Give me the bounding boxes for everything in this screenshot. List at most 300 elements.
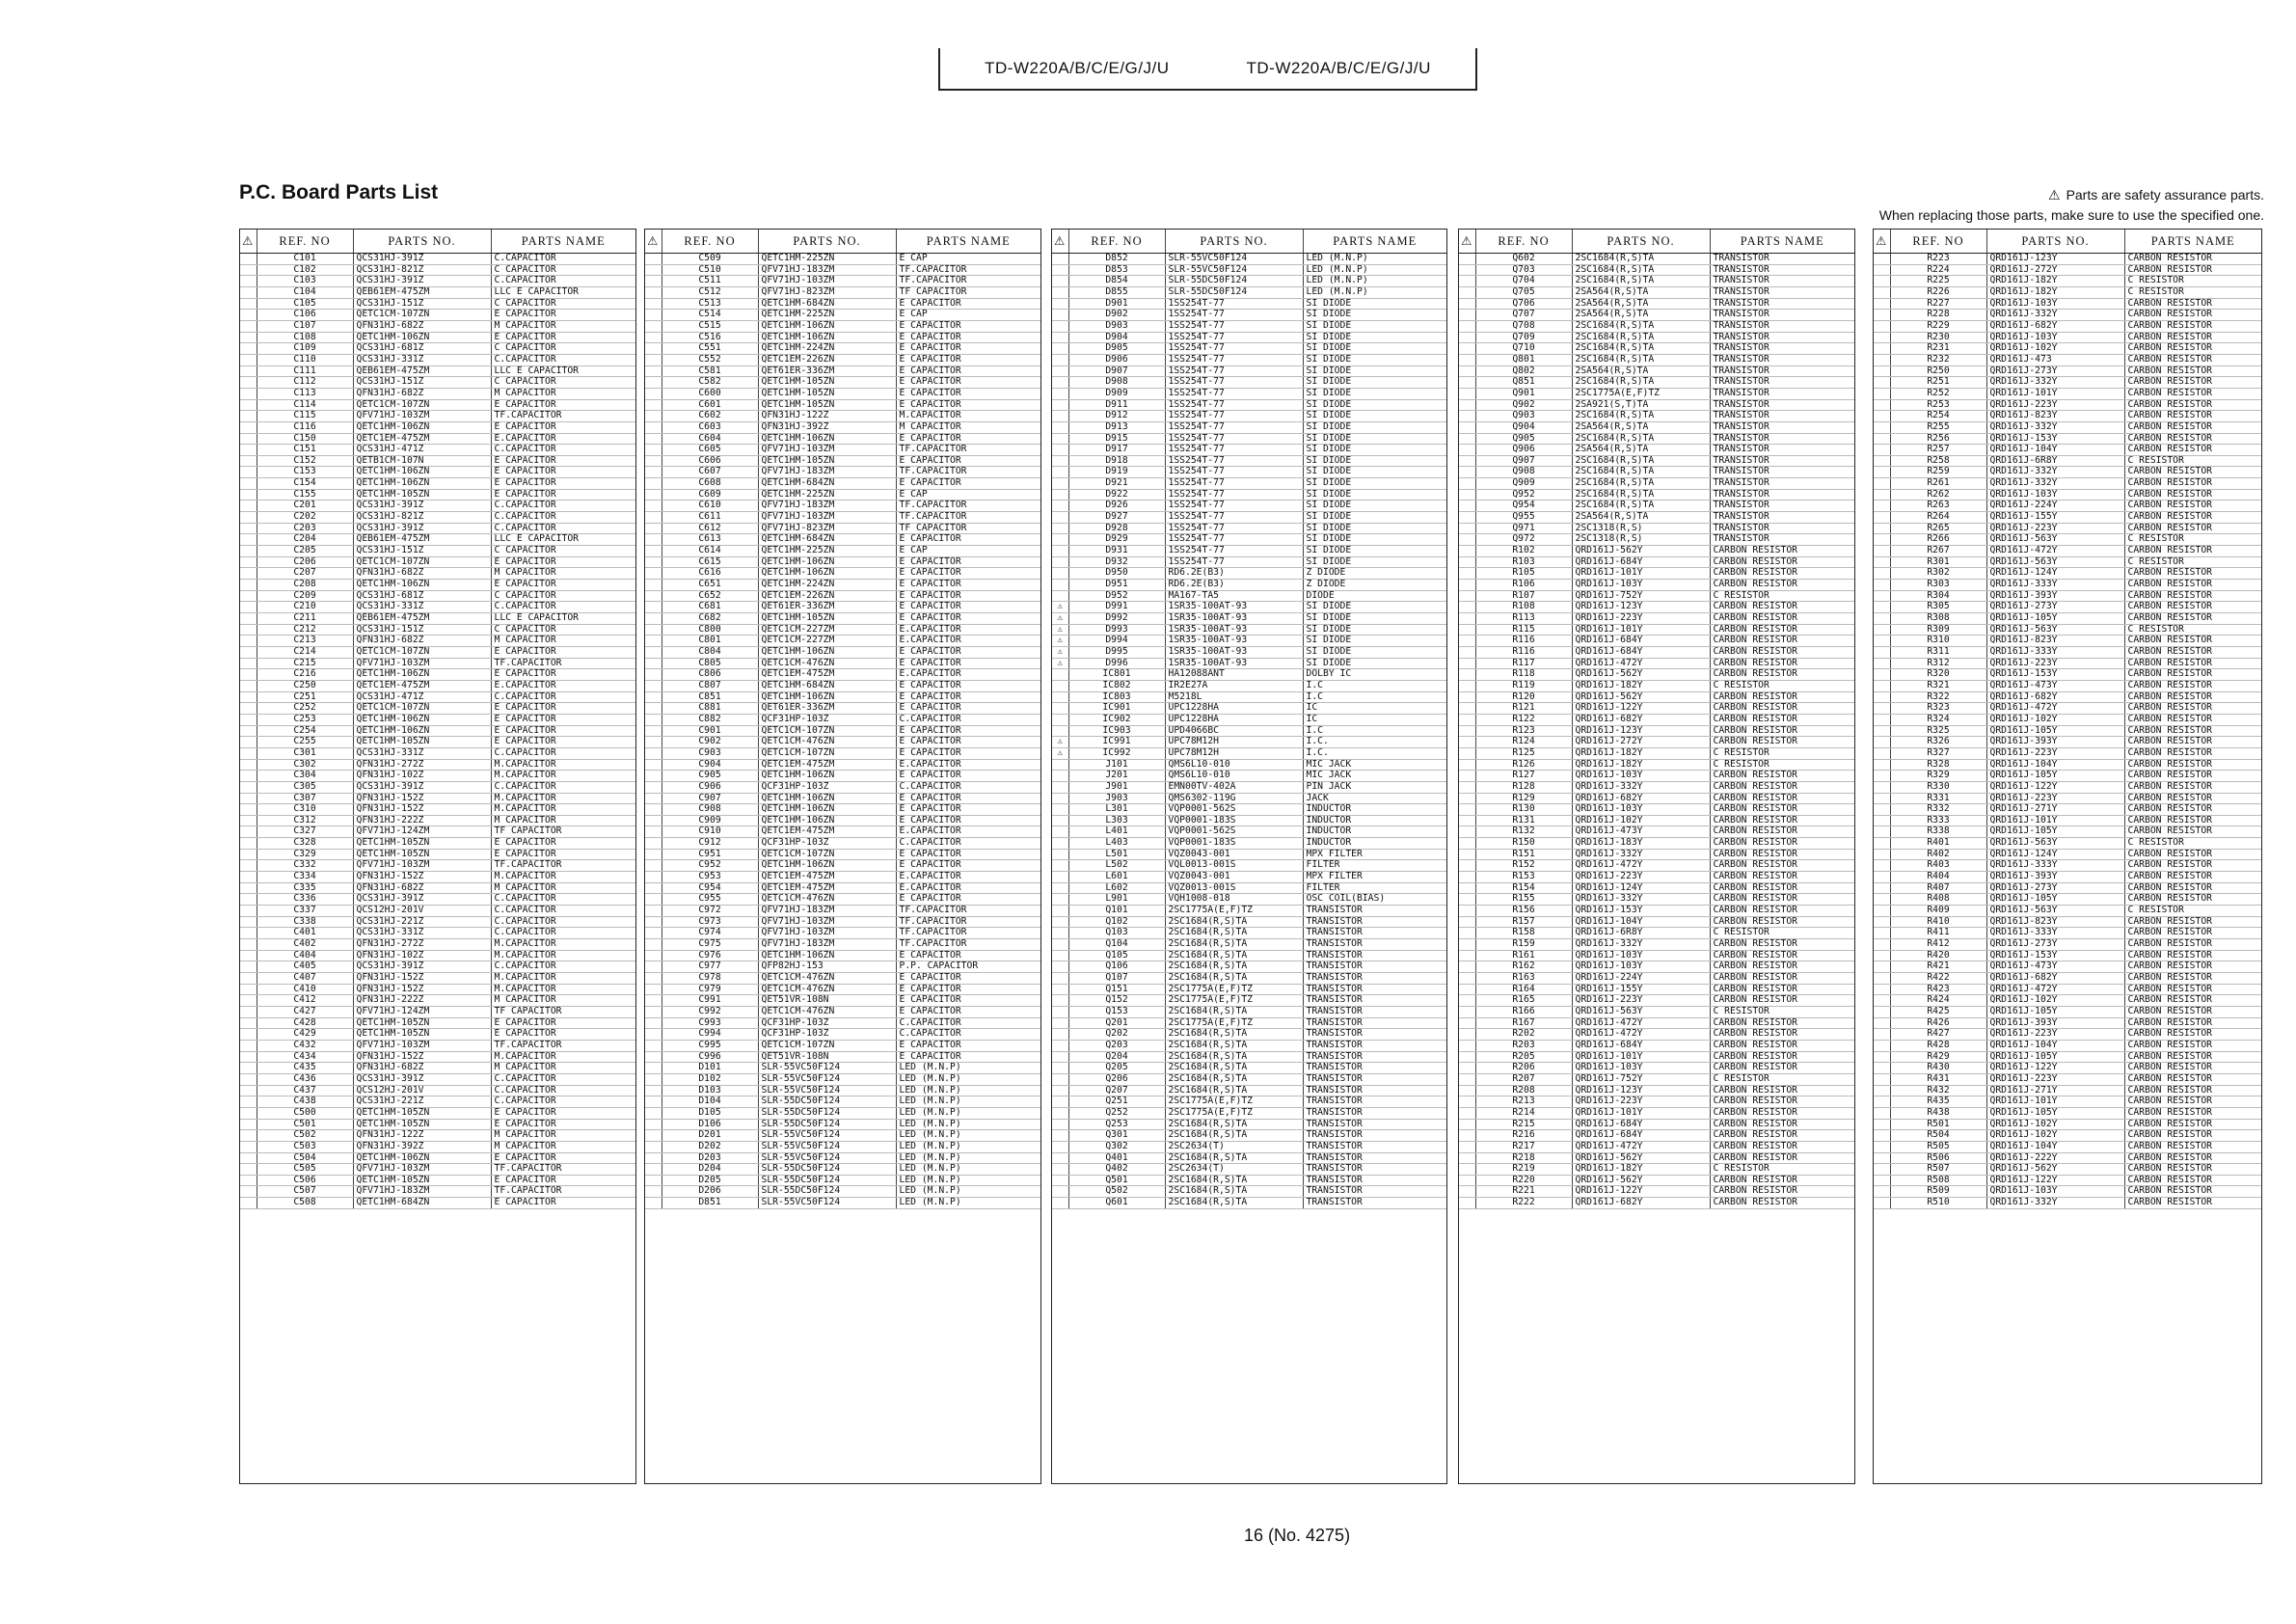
safety-mark-cell [1874,793,1890,804]
safety-mark-cell [1874,747,1890,759]
table-row [240,973,635,985]
ref-no-cell: D902 [1068,310,1165,321]
table-row [1874,467,2261,478]
parts-name-cell: CARBON RESISTOR [2124,916,2261,928]
table-row [645,984,1040,995]
ref-no-cell: R161 [1475,950,1572,961]
table-row [645,534,1040,546]
safety-mark-cell [645,455,662,467]
parts-no-cell: QFV71HJ-823ZM [758,286,896,298]
ref-no-cell: D931 [1068,546,1165,557]
parts-name-cell: M.CAPACITOR [896,411,1040,422]
table-row [1459,714,1854,725]
parts-no-cell: QRD161J-182Y [1572,747,1710,759]
parts-no-cell: QETC1CM-476ZN [758,984,896,995]
table-row [1052,320,1446,332]
safety-mark-cell [1052,882,1068,894]
safety-mark-cell [240,1119,257,1130]
parts-no-cell: QETC1CM-107ZN [758,725,896,737]
ref-no-cell: C307 [257,793,353,804]
parts-no-cell: QRD161J-224Y [1572,973,1710,985]
safety-mark-cell [1874,995,1890,1007]
ref-no-cell: C972 [662,906,758,917]
ref-no-cell: D106 [662,1119,758,1130]
parts-no-cell: 2SC1775A(E,F)TZ [1165,984,1303,995]
ref-no-cell: R309 [1890,624,1986,636]
safety-mark-cell [1459,298,1475,310]
parts-name-cell: CARBON RESISTOR [2124,365,2261,377]
table-row [240,669,635,681]
table-row [645,556,1040,568]
parts-name-cell: CARBON RESISTOR [2124,478,2261,490]
safety-mark-cell [645,646,662,658]
ref-no-cell: R338 [1890,826,1986,838]
ref-no-cell: R312 [1890,658,1986,669]
table-row [645,343,1040,355]
parts-no-cell: 2SC1318(R,S) [1572,534,1710,546]
parts-no-cell: EMN00TV-402A [1165,781,1303,793]
ref-no-cell: D994 [1068,636,1165,647]
parts-no-cell: QRD161J-223Y [1572,995,1710,1007]
safety-mark-cell [240,298,257,310]
table-row [1874,906,2261,917]
parts-name-cell: TRANSISTOR [1710,310,1854,321]
parts-no-cell: QRD161J-332Y [1572,894,1710,906]
table-row [1459,1006,1854,1017]
parts-name-cell: CARBON RESISTOR [1710,568,1854,580]
ref-no-cell: R164 [1475,984,1572,995]
safety-mark-cell [645,590,662,602]
parts-no-cell: QCS31HJ-151Z [353,546,491,557]
table-row [240,546,635,557]
ref-no-cell: C977 [662,961,758,973]
parts-no-cell: QETC1HM-105ZN [353,737,491,748]
parts-no-cell: QCS31HJ-471Z [353,691,491,703]
parts-name-cell: CARBON RESISTOR [2124,590,2261,602]
safety-mark-cell [645,421,662,433]
parts-name-cell: TRANSISTOR [1303,1141,1446,1152]
safety-mark-cell [1052,534,1068,546]
safety-mark-cell [1874,365,1890,377]
ref-no-cell: R428 [1890,1040,1986,1051]
parts-name-cell: C.CAPACITOR [491,1096,635,1108]
parts-name-cell: C.CAPACITOR [491,747,635,759]
safety-mark-cell [1459,860,1475,872]
parts-no-cell: QRD161J-105Y [1986,1006,2124,1017]
parts-name-cell: CARBON RESISTOR [2124,1051,2261,1063]
parts-no-cell: 2SC1684(R,S)TA [1572,433,1710,445]
ref-no-cell: C616 [662,568,758,580]
parts-name-cell: E CAPACITOR [896,556,1040,568]
safety-mark-cell [645,1164,662,1176]
safety-mark-cell [1052,759,1068,771]
table-row [645,804,1040,816]
ref-no-cell: D903 [1068,320,1165,332]
ref-no-cell: R130 [1475,804,1572,816]
safety-mark-cell [1052,590,1068,602]
parts-no-cell: QETC1HM-106ZN [353,580,491,591]
safety-mark-cell [645,1186,662,1198]
parts-name-cell: C CAPACITOR [491,590,635,602]
parts-no-cell: QFN31HJ-152Z [353,872,491,883]
safety-mark-cell [645,1198,662,1209]
parts-name-cell: I.C. [1303,747,1446,759]
parts-name-cell: TRANSISTOR [1710,512,1854,524]
table-row [645,737,1040,748]
table-row [240,1198,635,1209]
parts-name-cell: CARBON RESISTOR [1710,1017,1854,1029]
parts-no-cell: 1SS254T-77 [1165,523,1303,534]
ref-no-cell: C976 [662,950,758,961]
table-row [1874,388,2261,399]
header-safety-mark: ⚠ [645,230,662,254]
ref-no-cell: R301 [1890,556,1986,568]
table-row [240,1152,635,1164]
parts-no-cell: 1SR35-100AT-93 [1165,636,1303,647]
table-row [645,276,1040,287]
parts-name-cell: SI DIODE [1303,377,1446,389]
parts-no-cell: 1SR35-100AT-93 [1165,658,1303,669]
ref-no-cell: R429 [1890,1051,1986,1063]
parts-no-cell: SLR-55VC50F124 [758,1073,896,1085]
parts-no-cell: SLR-55VC50F124 [1165,264,1303,276]
parts-no-cell: QETC1HM-106ZN [758,860,896,872]
table-row [645,365,1040,377]
table-row [240,568,635,580]
safety-mark-cell [1874,343,1890,355]
safety-mark-cell [1052,512,1068,524]
parts-name-cell: CARBON RESISTOR [2124,995,2261,1007]
table-row [240,613,635,625]
ref-no-cell: D952 [1068,590,1165,602]
header-parts-no: PARTS NO. [1572,230,1710,254]
parts-no-cell: QEB61EM-475ZM [353,613,491,625]
parts-name-cell: CARBON RESISTOR [2124,804,2261,816]
parts-no-cell: QETC1HM-105ZN [353,1175,491,1186]
parts-no-cell: QETC1HM-225ZN [758,546,896,557]
parts-no-cell: QFN31HJ-272Z [353,759,491,771]
parts-name-cell: LLC E CAPACITOR [491,365,635,377]
parts-no-cell: QCF31HP-103Z [758,1017,896,1029]
parts-no-cell: QFV71HJ-124ZM [353,826,491,838]
safety-mark-cell [1052,906,1068,917]
ref-no-cell: D102 [662,1073,758,1085]
parts-no-cell: QCS31HJ-151Z [353,377,491,389]
parts-no-cell: QRD161J-104Y [1986,1141,2124,1152]
parts-name-cell: SI DIODE [1303,365,1446,377]
ref-no-cell: Q105 [1068,950,1165,961]
ref-no-cell: R159 [1475,939,1572,951]
table-row [1459,973,1854,985]
table-row [1459,916,1854,928]
safety-mark-cell: ⚠ [1052,646,1068,658]
parts-no-cell: QRD161J-105Y [1986,1107,2124,1119]
safety-mark-cell [1052,939,1068,951]
parts-name-cell: CARBON RESISTOR [2124,421,2261,433]
header-safety-mark: ⚠ [1874,230,1890,254]
safety-mark-cell [1052,872,1068,883]
safety-mark-cell [1459,365,1475,377]
table-row [1459,1198,1854,1209]
parts-no-cell: QETC1HM-106ZN [758,691,896,703]
table-row [645,1186,1040,1198]
parts-no-cell: QETC1CM-107ZN [758,747,896,759]
parts-name-cell: TRANSISTOR [1303,995,1446,1007]
safety-mark-cell [1459,1040,1475,1051]
safety-mark-cell [645,1175,662,1186]
safety-mark-cell [240,254,257,265]
ref-no-cell: C328 [257,838,353,850]
ref-no-cell: C207 [257,568,353,580]
ref-no-cell: C602 [662,411,758,422]
parts-no-cell: QETC1HM-105ZN [758,613,896,625]
table-row [1459,691,1854,703]
table-row [1874,781,2261,793]
table-row [645,950,1040,961]
parts-name-cell: CARBON RESISTOR [2124,580,2261,591]
parts-no-cell: QETC1CM-227ZM [758,624,896,636]
safety-mark-cell [1459,995,1475,1007]
ref-no-cell: R421 [1890,961,1986,973]
parts-no-cell: QRD161J-682Y [1572,793,1710,804]
safety-mark-cell [240,759,257,771]
parts-name-cell: TRANSISTOR [1303,961,1446,973]
ref-no-cell: D915 [1068,433,1165,445]
table-row [645,759,1040,771]
ref-no-cell: R154 [1475,882,1572,894]
parts-name-cell: CARBON RESISTOR [1710,1107,1854,1119]
ref-no-cell: C904 [662,759,758,771]
parts-no-cell: QRD161J-104Y [1572,916,1710,928]
table-row [1874,1119,2261,1130]
ref-no-cell: Q703 [1475,264,1572,276]
safety-mark-cell [240,1152,257,1164]
table-row [645,961,1040,973]
parts-name-cell: TRANSISTOR [1710,411,1854,422]
parts-no-cell: QFN31HJ-122Z [353,1130,491,1142]
parts-no-cell: QRD161J-472Y [1572,658,1710,669]
table-row [240,354,635,365]
safety-mark-cell [1874,669,1890,681]
safety-mark-cell [240,658,257,669]
ref-no-cell: R321 [1890,680,1986,691]
parts-no-cell: QRD161J-223Y [1572,872,1710,883]
table-row [1874,354,2261,365]
ref-no-cell: C116 [257,421,353,433]
table-row [240,894,635,906]
safety-mark-cell [645,793,662,804]
parts-no-cell: QRD161J-103Y [1572,771,1710,782]
safety-mark-cell [1874,276,1890,287]
table-row [1459,501,1854,512]
ref-no-cell: Q705 [1475,286,1572,298]
ref-no-cell: C607 [662,467,758,478]
parts-no-cell: QETC1CM-227ZM [758,636,896,647]
table-row [1459,354,1854,365]
table-row [645,658,1040,669]
parts-name-cell: LED (M.N.P) [1303,286,1446,298]
parts-no-cell: SLR-55VC50F124 [1165,254,1303,265]
parts-no-cell: SLR-55DC50F124 [1165,286,1303,298]
parts-no-cell: QRD161J-682Y [1572,714,1710,725]
parts-no-cell: QRD161J-155Y [1572,984,1710,995]
parts-name-cell: E CAPACITOR [896,590,1040,602]
parts-no-cell: QETC1HM-106ZN [758,646,896,658]
table-row [240,1073,635,1085]
parts-no-cell: QETC1CM-107ZN [758,1040,896,1051]
ref-no-cell: C305 [257,781,353,793]
table-row [1874,804,2261,816]
safety-mark-cell [1874,1130,1890,1142]
safety-mark-cell [1052,984,1068,995]
table-row [645,838,1040,850]
safety-mark-cell [1052,1175,1068,1186]
parts-name-cell: SI DIODE [1303,646,1446,658]
ref-no-cell: C101 [257,254,353,265]
parts-no-cell: QRD161J-472Y [1572,1141,1710,1152]
parts-no-cell: QFV71HJ-103ZM [353,411,491,422]
safety-mark-cell [645,602,662,613]
ref-no-cell: C102 [257,264,353,276]
ref-no-cell: C912 [662,838,758,850]
safety-mark-cell [240,1130,257,1142]
parts-no-cell: QRD161J-182Y [1572,759,1710,771]
parts-name-cell: CARBON RESISTOR [2124,1029,2261,1041]
table-row [1874,872,2261,883]
table-row [1874,343,2261,355]
table-row [1459,343,1854,355]
ref-no-cell: C503 [257,1141,353,1152]
parts-table-column-1 [239,229,636,1484]
parts-no-cell: QRD161J-684Y [1572,556,1710,568]
parts-name-cell: CARBON RESISTOR [2124,703,2261,715]
table-row [240,310,635,321]
parts-no-cell: QRD161J-273Y [1986,602,2124,613]
safety-mark-cell [1874,646,1890,658]
parts-name-cell: SI DIODE [1303,445,1446,456]
parts-no-cell: 2SA564(R,S)TA [1572,421,1710,433]
ref-no-cell: L502 [1068,860,1165,872]
parts-no-cell: QRD161J-562Y [1572,691,1710,703]
page-title: P.C. Board Parts List [239,181,439,203]
parts-name-cell: E CAPACITOR [896,433,1040,445]
parts-name-cell: C RESISTOR [1710,747,1854,759]
parts-name-cell: LED (M.N.P) [896,1119,1040,1130]
parts-no-cell: 1SS254T-77 [1165,365,1303,377]
parts-table [1052,230,1446,1209]
parts-no-cell: QCS31HJ-151Z [353,624,491,636]
parts-no-cell: QRD161J-223Y [1986,399,2124,411]
ref-no-cell: C338 [257,916,353,928]
parts-name-cell: M.CAPACITOR [491,1051,635,1063]
ref-no-cell: R150 [1475,838,1572,850]
parts-no-cell: 1SR35-100AT-93 [1165,624,1303,636]
parts-no-cell: QRD161J-333Y [1986,580,2124,591]
ref-no-cell: R128 [1475,781,1572,793]
safety-mark-cell [645,984,662,995]
parts-name-cell: CARBON RESISTOR [2124,1107,2261,1119]
safety-mark-cell [1459,680,1475,691]
parts-name-cell: TRANSISTOR [1710,433,1854,445]
parts-no-cell: QET61ER-336ZM [758,703,896,715]
parts-no-cell: QCF31HP-103Z [758,714,896,725]
parts-name-cell: E CAPACITOR [896,995,1040,1007]
table-row [645,580,1040,591]
safety-mark-cell [1459,377,1475,389]
table-row [1052,254,1446,265]
safety-mark-cell [1874,973,1890,985]
ref-no-cell: R124 [1475,737,1572,748]
parts-no-cell: QCS12HJ-201V [353,906,491,917]
parts-no-cell: QETC1HM-105ZN [353,489,491,501]
parts-no-cell: QRD161J-102Y [1986,714,2124,725]
table-row [1874,332,2261,343]
parts-no-cell: QETC1HM-105ZN [758,399,896,411]
table-row [1052,523,1446,534]
safety-mark-cell [1874,636,1890,647]
table-row [1874,433,2261,445]
parts-name-cell: TRANSISTOR [1303,1107,1446,1119]
safety-mark-cell [240,849,257,860]
ref-no-cell: R263 [1890,501,1986,512]
ref-no-cell: R407 [1890,882,1986,894]
ref-no-cell: R116 [1475,646,1572,658]
safety-mark-cell [240,995,257,1007]
model-number-right: TD-W220A/B/C/E/G/J/U [1246,59,1431,77]
table-row [1459,433,1854,445]
safety-mark-cell [1874,950,1890,961]
header-ref-no: REF. NO [1475,230,1572,254]
ref-no-cell: C150 [257,433,353,445]
ref-no-cell: D855 [1068,286,1165,298]
table-row [1052,838,1446,850]
parts-no-cell: QETC1HM-105ZN [353,1119,491,1130]
ref-no-cell: IC992 [1068,747,1165,759]
parts-name-cell: C RESISTOR [2124,838,2261,850]
parts-name-cell: CARBON RESISTOR [2124,1186,2261,1198]
table-row [1459,332,1854,343]
table-row [1459,928,1854,939]
table-row [1052,343,1446,355]
parts-no-cell: QET61ER-336ZM [758,602,896,613]
safety-mark-cell [1874,691,1890,703]
safety-mark-cell [1052,1006,1068,1017]
ref-no-cell: R206 [1475,1063,1572,1074]
ref-no-cell: R126 [1475,759,1572,771]
parts-no-cell: QETC1HM-105ZN [758,388,896,399]
table-row [645,636,1040,647]
safety-mark-cell [1874,737,1890,748]
parts-name-cell: LLC E CAPACITOR [491,534,635,546]
table-row [240,254,635,265]
ref-no-cell: D204 [662,1164,758,1176]
ref-no-cell: C205 [257,546,353,557]
safety-mark-cell [1052,916,1068,928]
parts-name-cell: TRANSISTOR [1303,1119,1446,1130]
safety-mark-cell [1874,310,1890,321]
safety-mark-cell [240,310,257,321]
parts-name-cell: E CAPACITOR [896,646,1040,658]
parts-name-cell: CARBON RESISTOR [2124,725,2261,737]
parts-name-cell: TF CAPACITOR [491,1006,635,1017]
parts-no-cell: QRD161J-273Y [1986,882,2124,894]
ref-no-cell: R326 [1890,737,1986,748]
table-row [240,759,635,771]
ref-no-cell: C438 [257,1096,353,1108]
parts-no-cell: QETC1HM-106ZN [758,804,896,816]
safety-mark-cell [1459,1096,1475,1108]
parts-name-cell: CARBON RESISTOR [2124,973,2261,985]
